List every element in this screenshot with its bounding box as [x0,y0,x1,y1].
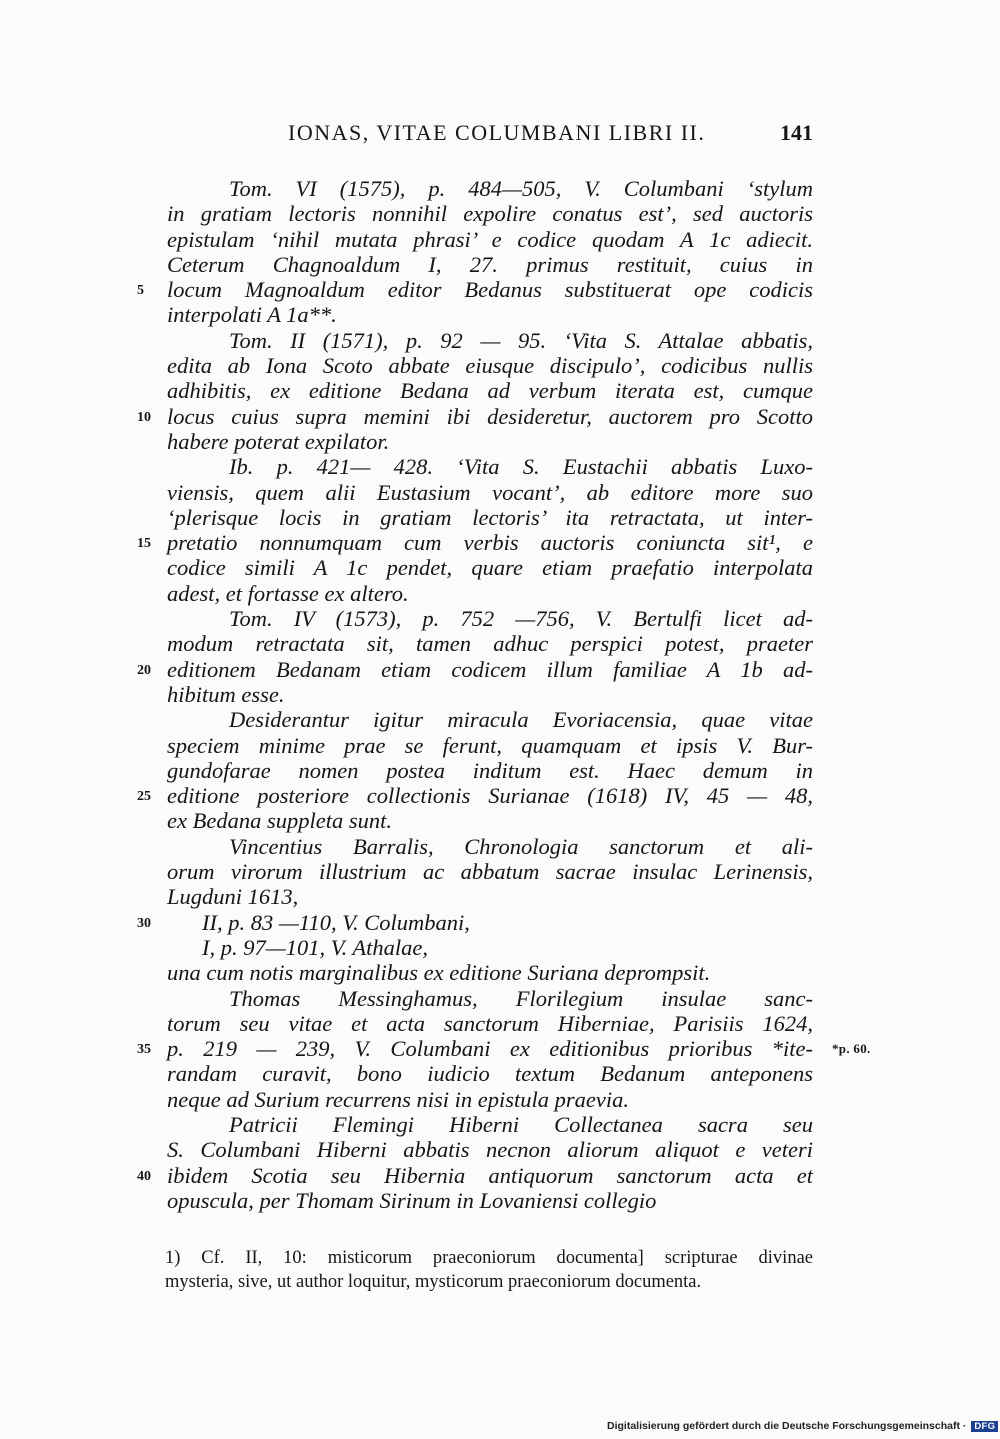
line-text: hibitum esse. [167,681,285,707]
text-line [167,555,813,580]
line-number: 35 [137,1042,151,1058]
text-line [137,403,813,429]
text-line [167,378,813,403]
text-line [167,1087,813,1112]
footnote-line: 1) Cf. II, 10: misticorum praeconiorum documenta] scripturae divinae [165,1248,813,1268]
line-text: pretatio nonnumquam cum verbis auctoris coniuncta sit¹, e [167,530,813,556]
text-line [167,682,813,707]
line-number: 15 [137,536,151,552]
line-text: viensis, quem alii Eustasium vocant’, ab editore more suo [167,479,813,505]
line-text: Lugduni 1613, [167,884,299,910]
line-text: ex Bedana suppleta sunt. [167,808,392,834]
line-text: orum virorum illustrium ac abbatum sacrae insulac Lerinensis, [167,859,813,885]
text-line [167,859,813,884]
text-line [167,707,813,732]
line-text: p. 219 — 239, V. Columbani ex editionibus prioribus *ite- [167,1036,813,1062]
line-number: 30 [137,915,151,931]
dfg-logo: DFG [971,1421,998,1432]
line-text: locus cuius supra memini ibi desideretur, auctorem pro Scotto [167,403,813,429]
line-text: Vincentius Barralis, Chronologia sanctorum et ali- [229,833,813,859]
line-text: adest, et fortasse ex altero. [167,580,409,606]
line-text: codice simili A 1c pendet, quare etiam praefatio interpolata [167,555,813,581]
line-text: in gratiam lectoris nonnihil expolire conatus est’, sed auctoris [167,201,813,227]
text-line [167,884,813,909]
line-number: 40 [137,1168,151,1184]
line-text: editionem Bedanam etiam codicem illum familiae A 1b ad- [167,656,813,682]
text-line [137,909,813,935]
text-line [167,631,813,656]
line-number: 10 [137,409,151,425]
main-text [137,176,871,1213]
text-line [167,505,813,530]
footnote-line: mysteria, sive, ut author loquitur, mysticorum praeconiorum documenta. [165,1272,702,1292]
text-line [167,1188,813,1213]
line-text: Thomas Messinghamus, Florilegium insulae sanc- [229,985,813,1011]
line-text: gundofarae nomen postea inditum est. Haec demum in [167,757,813,783]
line-text: Desiderantur igitur miracula Evoriacensia, quae vitae [229,707,813,733]
text-line [167,606,813,631]
text-line [167,302,813,327]
line-text: locum Magnoaldum editor Bedanus substituerat ope codicis [167,277,813,303]
text-line [167,758,813,783]
line-text: edita ab Iona Scoto abbate eiusque discipulo’, codicibus nullis [167,353,813,379]
line-text: torum seu vitae et acta sanctorum Hiberniae, Parisiis 1624, [167,1010,813,1036]
line-text: Tom. II (1571), p. 92 — 95. ‘Vita S. Attalae abbatis, [229,327,813,353]
line-text: Tom. IV (1573), p. 752 —756, V. Bertulfi licet ad- [229,606,813,632]
text-line [167,834,813,859]
line-text: una cum notis marginalibus ex editione Suriana deprompsit. [167,960,711,986]
line-text: neque ad Surium recurrens nisi in epistula praevia. [167,1086,630,1112]
line-text: Tom. VI (1575), p. 484—505, V. Columbani ‘stylum [229,176,813,201]
text-line [167,581,813,606]
line-text: modum retractata sit, tamen adhuc perspici potest, praeter [167,631,813,657]
text-line [167,960,813,985]
line-text: ‘plerisque locis in gratiam lectoris’ ita retractata, ut inter- [167,504,813,530]
line-text: Ceterum Chagnoaldum I, 27. primus restituit, cuius in [167,251,813,277]
text-line [167,201,813,226]
line-text: adhibitis, ex editione Bedana ad verbum iterata est, cumque [167,378,813,404]
footnotes [165,1246,813,1294]
text-line [167,176,813,201]
text-line [137,1036,871,1062]
line-number: 20 [137,662,151,678]
text-line [167,480,813,505]
text-line [167,935,813,960]
text-line [137,277,813,303]
text-line [167,252,813,277]
line-text: S. Columbani Hiberni abbatis necnon aliorum aliquot e veteri [167,1137,813,1163]
page-header [165,120,813,154]
line-text: epistulam ‘nihil mutata phrasi’ e codice quodam A 1c adiecit. [167,226,813,252]
text-line [137,656,813,682]
line-text: speciem minime prae se ferunt, quamquam et ipsis V. Bur- [167,732,813,758]
text-line [167,1011,813,1036]
text-line [167,808,813,833]
line-number: 5 [137,283,144,299]
line-text: habere poterat expilator. [167,428,390,454]
text-line [167,454,813,479]
line-text: editione posteriore collectionis Surianae (1618) IV, 45 — 48, [167,783,813,809]
line-text: opuscula, per Thomam Sirinum in Lovaniensi collegio [167,1187,657,1213]
text-line [167,986,813,1011]
running-title: IONAS, VITAE COLUMBANI LIBRI II. [288,120,706,145]
text-line [167,1061,813,1086]
text-line [167,429,813,454]
line-text: ibidem Scotia seu Hibernia antiquorum sanctorum acta et [167,1162,813,1188]
line-text: II, p. 83 —110, V. Columbani, [202,909,470,935]
text-line [167,1112,813,1137]
margin-page-reference: *p. 60. [832,1041,871,1057]
line-text: Patricii Flemingi Hiberni Collectanea sacra seu [229,1111,813,1137]
line-text: randam curavit, bono iudicio textum Bedanum anteponens [167,1061,813,1087]
text-line [137,1162,813,1188]
page-number: 141 [780,120,813,145]
line-text: interpolati A 1a**. [167,302,337,328]
line-text: Ib. p. 421— 428. ‘Vita S. Eustachii abbatis Luxo- [229,454,813,480]
text-line [137,783,813,809]
text-line [167,227,813,252]
text-line [137,530,813,556]
text-line [167,1137,813,1162]
text-line [167,733,813,758]
funding-text: Digitalisierung gefördert durch die Deutsche Forschungsgemeinschaft · [607,1420,967,1432]
text-line [167,328,813,353]
text-line [167,353,813,378]
line-text: I, p. 97—101, V. Athalae, [202,934,429,960]
funding-notice [607,1420,998,1432]
line-number: 25 [137,789,151,805]
